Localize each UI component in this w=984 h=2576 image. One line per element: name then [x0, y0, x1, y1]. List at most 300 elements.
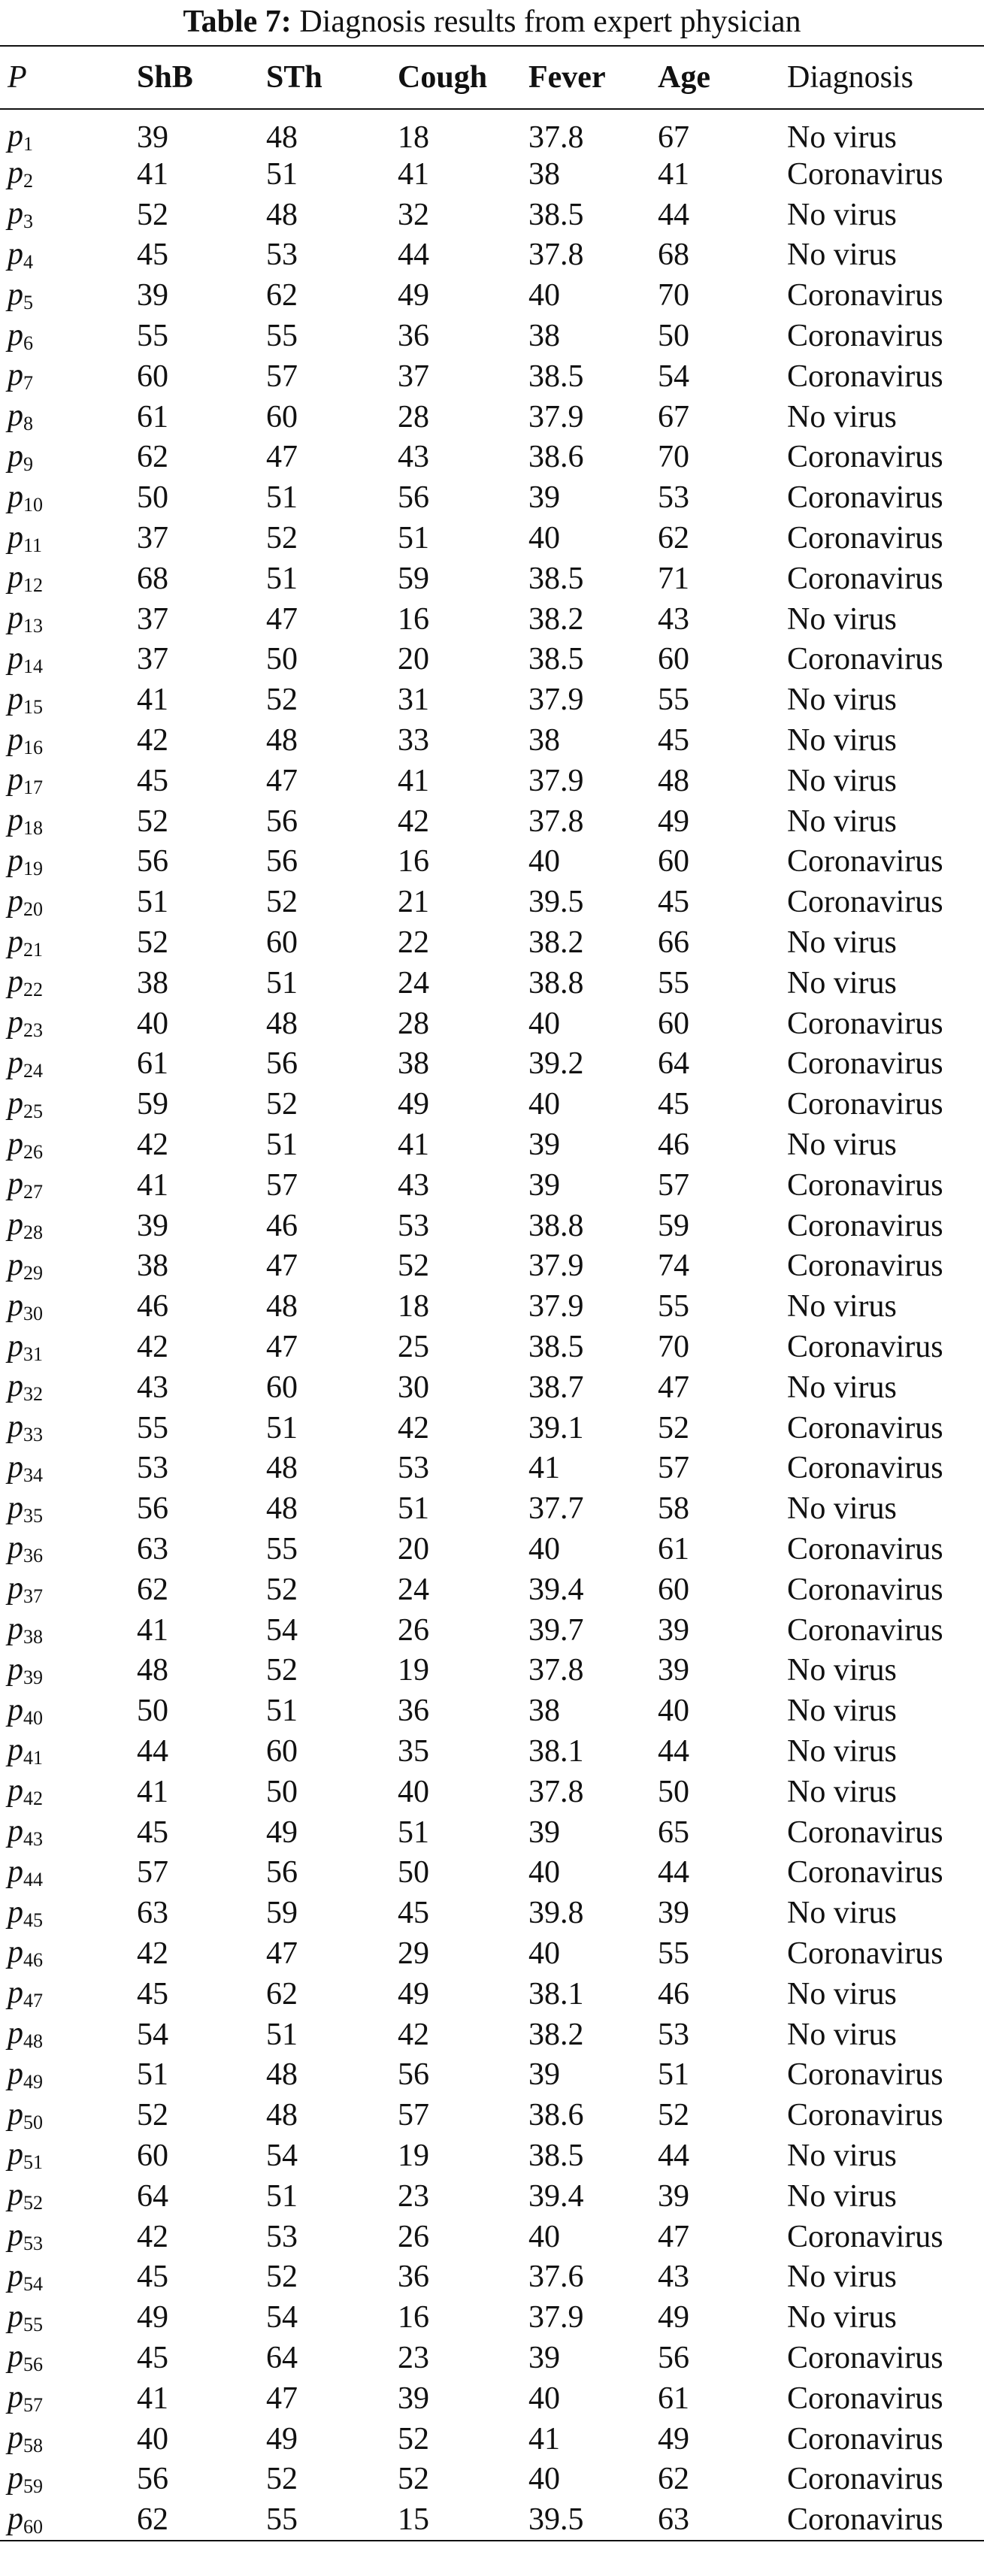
cell-cough: 39 — [398, 2381, 429, 2416]
cell-fever: 37.6 — [528, 2260, 584, 2295]
patient-index: 52 — [23, 2192, 43, 2214]
cell-age: 44 — [658, 1855, 689, 1890]
cell-diagnosis: No virus — [787, 1370, 897, 1405]
cell-age: 48 — [658, 763, 689, 798]
column-header-cough: Cough — [398, 60, 488, 95]
patient-index: 10 — [23, 493, 43, 516]
cell-patient-id — [0, 1529, 129, 1570]
cell-age: 60 — [658, 642, 689, 677]
cell-cough: 16 — [398, 2300, 429, 2335]
cell-age: 62 — [658, 2462, 689, 2497]
cell-fever: 37.9 — [528, 763, 584, 798]
table-row — [0, 1893, 984, 1933]
table-row — [0, 1165, 984, 1206]
table-row — [0, 2419, 984, 2459]
cell-sth: 57 — [266, 1167, 298, 1203]
cell-patient-id — [0, 2217, 129, 2257]
cell-patient-id — [0, 1044, 129, 1085]
patient-letter: p — [8, 640, 23, 676]
cell-shb: 68 — [137, 561, 168, 596]
patient-letter: p — [8, 1733, 23, 1768]
cell-patient-id — [0, 275, 129, 316]
patient-letter: p — [8, 358, 23, 393]
table-row — [0, 2297, 984, 2338]
cell-sth: 51 — [266, 965, 298, 1000]
patient-letter: p — [8, 119, 23, 153]
table-row — [0, 2095, 984, 2136]
patient-index: 20 — [23, 898, 43, 920]
patient-index: 40 — [23, 1706, 43, 1729]
cell-sth: 56 — [266, 1855, 298, 1890]
cell-sth: 48 — [266, 1451, 298, 1486]
cell-fever: 40 — [528, 1936, 560, 1971]
table-row — [0, 1246, 984, 1287]
patient-index: 53 — [23, 2232, 43, 2255]
cell-patient-id — [0, 599, 129, 640]
cell-shb: 49 — [137, 2300, 168, 2335]
cell-patient-id — [0, 2499, 129, 2541]
cell-patient-id — [0, 316, 129, 356]
cell-fever: 38.8 — [528, 1208, 584, 1243]
cell-shb: 57 — [137, 1855, 168, 1890]
patient-letter: p — [8, 1045, 23, 1080]
table-row — [0, 842, 984, 882]
cell-diagnosis: Coronavirus — [787, 2502, 943, 2538]
cell-fever: 40 — [528, 1531, 560, 1566]
cell-patient-id — [0, 882, 129, 922]
patient-index: 12 — [23, 574, 43, 597]
patient-letter: p — [8, 1288, 23, 1323]
cell-patient-id — [0, 1610, 129, 1651]
cell-fever: 37.7 — [528, 1491, 584, 1527]
cell-patient-id — [0, 477, 129, 518]
cell-sth: 62 — [266, 1976, 298, 2011]
table-row — [0, 154, 984, 195]
cell-shb: 52 — [137, 197, 168, 232]
cell-age: 41 — [658, 156, 689, 192]
patient-index: 4 — [23, 250, 33, 273]
patient-letter: p — [8, 438, 23, 474]
cell-diagnosis: Coronavirus — [787, 2098, 943, 2133]
cell-cough: 31 — [398, 683, 429, 718]
cell-cough: 36 — [398, 2260, 429, 2295]
patient-index: 37 — [23, 1585, 43, 1608]
cell-sth: 48 — [266, 2057, 298, 2093]
cell-patient-id — [0, 761, 129, 801]
cell-age: 50 — [658, 319, 689, 354]
cell-age: 44 — [658, 2138, 689, 2173]
patient-letter: p — [8, 2016, 23, 2051]
column-header-fever: Fever — [528, 60, 606, 95]
cell-shb: 56 — [137, 1491, 168, 1527]
cell-cough: 51 — [398, 1491, 429, 1527]
cell-shb: 45 — [137, 2340, 168, 2375]
patient-letter: p — [8, 601, 23, 636]
patient-index: 56 — [23, 2354, 43, 2376]
cell-patient-id — [0, 1003, 129, 1044]
patient-index: 19 — [23, 857, 43, 879]
patient-letter: p — [8, 317, 23, 353]
cell-cough: 28 — [398, 1006, 429, 1041]
table-row — [0, 1570, 984, 1610]
cell-age: 46 — [658, 1976, 689, 2011]
cell-diagnosis: Coronavirus — [787, 2219, 943, 2254]
table-row — [0, 437, 984, 478]
cell-sth: 50 — [266, 1774, 298, 1809]
table-row — [0, 2176, 984, 2217]
cell-age: 53 — [658, 480, 689, 516]
cell-shb: 50 — [137, 480, 168, 516]
cell-cough: 52 — [398, 2421, 429, 2456]
cell-shb: 37 — [137, 642, 168, 677]
cell-age: 47 — [658, 2219, 689, 2254]
cell-sth: 51 — [266, 1694, 298, 1729]
table-row — [0, 235, 984, 276]
cell-cough: 44 — [398, 238, 429, 273]
table-row — [0, 801, 984, 842]
patient-index: 16 — [23, 736, 43, 758]
cell-diagnosis: No virus — [787, 1774, 897, 1809]
patient-index: 57 — [23, 2394, 43, 2417]
patient-index: 26 — [23, 1140, 43, 1163]
cell-age: 40 — [658, 1694, 689, 1729]
cell-patient-id — [0, 922, 129, 963]
cell-patient-id — [0, 2095, 129, 2136]
patient-letter: p — [8, 2380, 23, 2415]
patient-index: 51 — [23, 2151, 43, 2174]
cell-shb: 48 — [137, 1653, 168, 1688]
cell-sth: 47 — [266, 1330, 298, 1364]
cell-age: 39 — [658, 1653, 689, 1688]
cell-shb: 39 — [137, 278, 168, 313]
cell-cough: 18 — [398, 120, 429, 155]
cell-patient-id — [0, 1286, 129, 1327]
cell-age: 58 — [658, 1491, 689, 1527]
patient-letter: p — [8, 1854, 23, 1889]
cell-sth: 51 — [266, 2017, 298, 2052]
patient-index: 27 — [23, 1181, 43, 1203]
patient-index: 58 — [23, 2435, 43, 2457]
cell-patient-id — [0, 2419, 129, 2459]
cell-fever: 39.4 — [528, 2178, 584, 2214]
patient-letter: p — [8, 2258, 23, 2293]
cell-patient-id — [0, 1448, 129, 1489]
cell-patient-id — [0, 1206, 129, 1246]
cell-fever: 38 — [528, 319, 560, 354]
cell-fever: 39.4 — [528, 1572, 584, 1607]
patient-index: 45 — [23, 1909, 43, 1931]
cell-age: 47 — [658, 1370, 689, 1405]
cell-sth: 51 — [266, 561, 298, 596]
cell-shb: 37 — [137, 521, 168, 556]
cell-cough: 42 — [398, 1410, 429, 1445]
cell-diagnosis: No virus — [787, 1128, 897, 1163]
cell-diagnosis: No virus — [787, 763, 897, 798]
cell-age: 55 — [658, 683, 689, 718]
patient-letter: p — [8, 803, 23, 838]
patient-letter: p — [8, 762, 23, 798]
table-caption — [0, 0, 984, 45]
cell-shb: 41 — [137, 1167, 168, 1203]
cell-fever: 39.5 — [528, 885, 584, 920]
patient-index: 36 — [23, 1545, 43, 1567]
cell-patient-id — [0, 1570, 129, 1610]
patient-letter: p — [8, 2056, 23, 2091]
cell-sth: 56 — [266, 844, 298, 879]
cell-sth: 47 — [266, 601, 298, 637]
patient-index: 3 — [23, 210, 33, 233]
table-row — [0, 558, 984, 599]
cell-fever: 38.1 — [528, 1733, 584, 1769]
cell-diagnosis: Coronavirus — [787, 1087, 943, 1122]
table-row — [0, 1125, 984, 1165]
cell-cough: 18 — [398, 1289, 429, 1324]
cell-fever: 37.8 — [528, 1653, 584, 1688]
patient-letter: p — [8, 1369, 23, 1404]
cell-shb: 52 — [137, 804, 168, 839]
patient-index: 1 — [23, 133, 33, 155]
patient-letter: p — [8, 1207, 23, 1243]
cell-patient-id — [0, 1165, 129, 1206]
cell-diagnosis: Coronavirus — [787, 2340, 943, 2375]
cell-shb: 45 — [137, 1976, 168, 2011]
cell-sth: 52 — [266, 885, 298, 920]
cell-cough: 42 — [398, 2017, 429, 2052]
cell-age: 67 — [658, 120, 689, 155]
cell-shb: 42 — [137, 1936, 168, 1971]
cell-cough: 59 — [398, 561, 429, 596]
cell-cough: 16 — [398, 601, 429, 637]
cell-age: 70 — [658, 440, 689, 475]
patient-letter: p — [8, 560, 23, 595]
cell-patient-id — [0, 963, 129, 1003]
patient-letter: p — [8, 1530, 23, 1566]
cell-cough: 28 — [398, 399, 429, 434]
cell-cough: 25 — [398, 1330, 429, 1364]
cell-shb: 59 — [137, 1087, 168, 1122]
cell-fever: 39.5 — [528, 2502, 584, 2538]
patient-letter: p — [8, 681, 23, 716]
cell-age: 68 — [658, 238, 689, 273]
table-row — [0, 1852, 984, 1893]
cell-sth: 52 — [266, 2462, 298, 2497]
cell-age: 39 — [658, 1612, 689, 1648]
patient-index: 11 — [23, 534, 43, 556]
cell-patient-id — [0, 1731, 129, 1772]
cell-age: 57 — [658, 1167, 689, 1203]
cell-sth: 60 — [266, 1733, 298, 1769]
table-row — [0, 518, 984, 558]
cell-sth: 52 — [266, 521, 298, 556]
cell-diagnosis: Coronavirus — [787, 359, 943, 394]
cell-cough: 26 — [398, 2219, 429, 2254]
cell-age: 70 — [658, 1330, 689, 1364]
patient-index: 21 — [23, 938, 43, 961]
cell-diagnosis: No virus — [787, 683, 897, 718]
table-row — [0, 1650, 984, 1691]
cell-cough: 19 — [398, 2138, 429, 2173]
cell-cough: 43 — [398, 1167, 429, 1203]
cell-diagnosis: Coronavirus — [787, 1410, 943, 1445]
patient-index: 59 — [23, 2475, 43, 2497]
table-row — [0, 1044, 984, 1085]
cell-fever: 40 — [528, 2381, 560, 2416]
patient-index: 9 — [23, 453, 33, 475]
patient-letter: p — [8, 2460, 23, 2496]
cell-sth: 51 — [266, 1410, 298, 1445]
table-row — [0, 720, 984, 761]
cell-fever: 38.7 — [528, 1370, 584, 1405]
patient-index: 13 — [23, 615, 43, 637]
cell-shb: 60 — [137, 2138, 168, 2173]
cell-diagnosis: Coronavirus — [787, 1451, 943, 1486]
patient-index: 39 — [23, 1666, 43, 1688]
cell-cough: 26 — [398, 1612, 429, 1648]
cell-shb: 54 — [137, 2017, 168, 2052]
cell-shb: 40 — [137, 2421, 168, 2456]
cell-diagnosis: Coronavirus — [787, 521, 943, 556]
cell-shb: 55 — [137, 319, 168, 354]
cell-age: 49 — [658, 2300, 689, 2335]
cell-sth: 55 — [266, 319, 298, 354]
cell-age: 43 — [658, 2260, 689, 2295]
cell-cough: 41 — [398, 156, 429, 192]
caption-label: Table 7: — [183, 5, 292, 39]
patient-letter: p — [8, 1247, 23, 1282]
cell-patient-id — [0, 1327, 129, 1367]
cell-sth: 52 — [266, 2260, 298, 2295]
cell-sth: 48 — [266, 120, 298, 155]
table-row — [0, 1974, 984, 2014]
cell-age: 50 — [658, 1774, 689, 1809]
cell-diagnosis: No virus — [787, 723, 897, 758]
cell-shb: 63 — [137, 1531, 168, 1566]
cell-patient-id — [0, 2297, 129, 2338]
cell-sth: 64 — [266, 2340, 298, 2375]
cell-age: 74 — [658, 1249, 689, 1284]
patient-letter: p — [8, 2096, 23, 2132]
cell-sth: 54 — [266, 2138, 298, 2173]
cell-sth: 52 — [266, 1572, 298, 1607]
column-header-diagnosis: Diagnosis — [787, 60, 913, 95]
cell-cough: 49 — [398, 1976, 429, 2011]
table-row — [0, 1003, 984, 1044]
cell-fever: 38.6 — [528, 440, 584, 475]
table-row — [0, 2054, 984, 2095]
cell-patient-id — [0, 1772, 129, 1812]
patient-letter: p — [8, 2339, 23, 2375]
patient-letter: p — [8, 1167, 23, 1202]
cell-diagnosis: Coronavirus — [787, 844, 943, 879]
table-row — [0, 1286, 984, 1327]
cell-sth: 55 — [266, 2502, 298, 2538]
cell-patient-id — [0, 1367, 129, 1408]
cell-cough: 16 — [398, 844, 429, 879]
patient-letter: p — [8, 1975, 23, 2011]
patient-index: 34 — [23, 1464, 43, 1486]
table-row — [0, 640, 984, 680]
table-row — [0, 275, 984, 316]
table-row — [0, 2338, 984, 2378]
cell-patient-id — [0, 2378, 129, 2419]
cell-fever: 40 — [528, 1855, 560, 1890]
cell-fever: 37.8 — [528, 1774, 584, 1809]
cell-age: 51 — [658, 2057, 689, 2093]
cell-fever: 38.8 — [528, 965, 584, 1000]
patient-letter: p — [8, 2420, 23, 2456]
cell-shb: 41 — [137, 2381, 168, 2416]
cell-diagnosis: No virus — [787, 2138, 897, 2173]
cell-age: 46 — [658, 1128, 689, 1163]
cell-diagnosis: No virus — [787, 1694, 897, 1729]
patient-index: 7 — [23, 372, 33, 395]
cell-shb: 43 — [137, 1370, 168, 1405]
cell-diagnosis: No virus — [787, 1976, 897, 2011]
cell-cough: 57 — [398, 2098, 429, 2133]
cell-fever: 38.5 — [528, 561, 584, 596]
cell-patient-id — [0, 558, 129, 599]
cell-cough: 36 — [398, 1694, 429, 1729]
cell-shb: 38 — [137, 1249, 168, 1284]
cell-cough: 41 — [398, 1128, 429, 1163]
cell-cough: 56 — [398, 2057, 429, 2093]
cell-patient-id — [0, 437, 129, 478]
cell-fever: 39 — [528, 480, 560, 516]
patient-index: 54 — [23, 2272, 43, 2295]
patient-index: 30 — [23, 1302, 43, 1324]
cell-patient-id — [0, 1893, 129, 1933]
cell-patient-id — [0, 397, 129, 437]
patient-index: 31 — [23, 1342, 43, 1365]
cell-cough: 53 — [398, 1451, 429, 1486]
patient-letter: p — [8, 883, 23, 919]
cell-shb: 56 — [137, 2462, 168, 2497]
patient-letter: p — [8, 1935, 23, 1970]
cell-sth: 51 — [266, 156, 298, 192]
cell-patient-id — [0, 720, 129, 761]
cell-sth: 48 — [266, 197, 298, 232]
cell-age: 64 — [658, 1046, 689, 1082]
cell-fever: 40 — [528, 521, 560, 556]
patient-index: 5 — [23, 291, 33, 313]
cell-cough: 51 — [398, 1815, 429, 1850]
cell-fever: 39 — [528, 1815, 560, 1850]
patient-index: 8 — [23, 413, 33, 435]
patient-index: 44 — [23, 1868, 43, 1890]
table-row — [0, 761, 984, 801]
cell-diagnosis: Coronavirus — [787, 278, 943, 313]
cell-fever: 38.2 — [528, 601, 584, 637]
table-row — [0, 2499, 984, 2541]
cell-fever: 41 — [528, 1451, 560, 1486]
cell-sth: 53 — [266, 238, 298, 273]
cell-cough: 33 — [398, 723, 429, 758]
cell-sth: 57 — [266, 359, 298, 394]
cell-patient-id — [0, 195, 129, 235]
cell-age: 55 — [658, 965, 689, 1000]
table-row — [0, 1772, 984, 1812]
cell-patient-id — [0, 1125, 129, 1165]
table-row — [0, 1933, 984, 1974]
cell-patient-id — [0, 1488, 129, 1529]
cell-diagnosis: No virus — [787, 1653, 897, 1688]
cell-diagnosis: No virus — [787, 1289, 897, 1324]
cell-age: 55 — [658, 1936, 689, 1971]
cell-fever: 38 — [528, 156, 560, 192]
patient-index: 48 — [23, 2030, 43, 2053]
table-row — [0, 1206, 984, 1246]
patient-letter: p — [8, 236, 23, 271]
